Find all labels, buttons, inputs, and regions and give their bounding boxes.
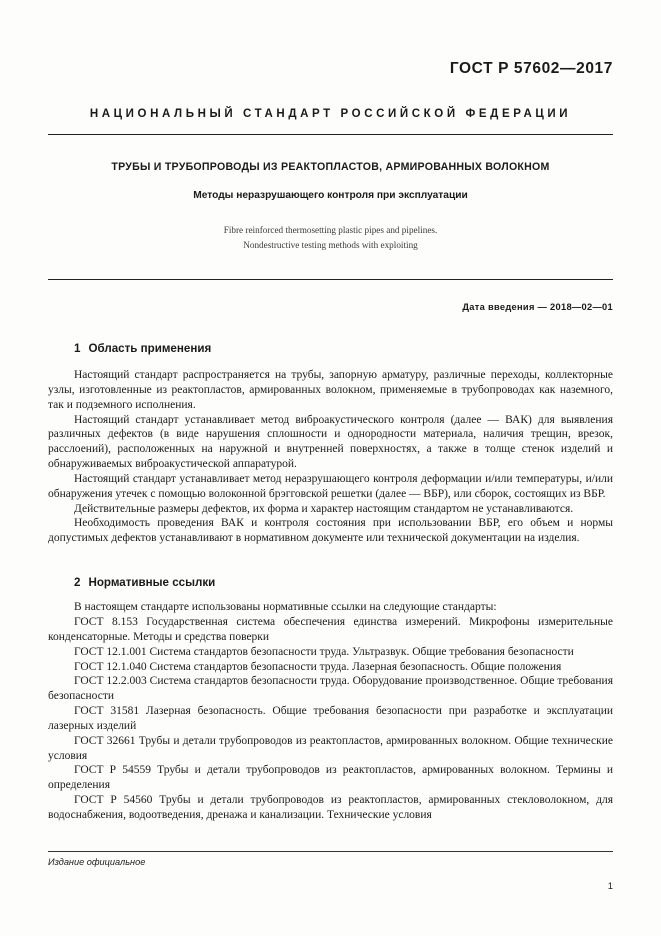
section-body-1 xyxy=(48,368,613,546)
title-english-line1: Fibre reinforced thermosetting plastic pipes and pipelines. xyxy=(223,225,438,235)
title-english-line2: Nondestructive testing methods with exploiting xyxy=(243,240,418,250)
paragraph: Настоящий стандарт устанавливает метод виброакустического контроля (далее — ВАК) для выявления различных дефектов (в виде нарушения сплошности и однородности материала, наличия трещин, врезок, расслоений), расположенных на наружной и внутренней поверхностях, а также в толще стенок изделий и обнаруживаемых виброакустической аппаратурой. xyxy=(48,413,613,471)
section-title-2: Нормативные ссылки xyxy=(88,576,216,590)
document-title-english xyxy=(48,223,613,253)
issuer-line: НАЦИОНАЛЬНЫЙ СТАНДАРТ РОССИЙСКОЙ ФЕДЕРАЦИИ xyxy=(89,108,572,120)
introduction-date: Дата введения — 2018—02—01 xyxy=(462,302,613,312)
section-body-2 xyxy=(48,600,613,823)
page-content xyxy=(48,0,613,823)
reference-item: ГОСТ 12.1.040 Система стандартов безопасности труда. Лазерная безопасность. Общие положения xyxy=(74,660,562,673)
section-number-2: 2 xyxy=(74,576,81,590)
footer-note: Издание официальное xyxy=(48,857,146,867)
section-heading-1 xyxy=(74,342,613,355)
reference-item: ГОСТ 12.2.003 Система стандартов безопасности труда. Оборудование производственное. Общие требования безопасности xyxy=(48,675,613,703)
reference-item: ГОСТ Р 54559 Трубы и детали трубопроводов из реактопластов, армированных волокном. Термины и определения xyxy=(48,764,613,792)
document-subtitle: Методы неразрушающего контроля при эксплуатации xyxy=(193,190,468,201)
paragraph: Настоящий стандарт распространяется на трубы, запорную арматуру, различные переходы, коллекторные узлы, изготовленные из реактопластов, армированных волокном, применяемые в трубопроводах как наземного, так и подземного исполнения. xyxy=(48,369,613,411)
section-heading-2 xyxy=(74,576,613,589)
standard-number: ГОСТ Р 57602—2017 xyxy=(449,60,613,77)
footer-divider xyxy=(48,851,613,852)
section-number-1: 1 xyxy=(74,342,81,355)
page-number: 1 xyxy=(607,881,613,892)
divider-bottom xyxy=(48,279,613,280)
reference-item: ГОСТ 31581 Лазерная безопасность. Общие требования безопасности при разработке и эксплуатации лазерных изделий xyxy=(48,705,613,732)
section-title-1: Область применения xyxy=(88,342,212,355)
reference-item: ГОСТ 12.1.001 Система стандартов безопасности труда. Ультразвук. Общие требования безопасности xyxy=(74,645,574,658)
references-lead: В настоящем стандарте использованы нормативные ссылки на следующие стандарты: xyxy=(74,601,497,614)
paragraph: Действительные размеры дефектов, их форма и характер настоящим стандартом не устанавливаются. xyxy=(74,502,574,515)
reference-item: ГОСТ 32661 Трубы и детали трубопроводов из реактопластов, армированных волокном. Общие технические условия xyxy=(48,734,613,762)
divider-top xyxy=(48,134,613,135)
reference-item: ГОСТ 8.153 Государственная система обеспечения единства измерений. Микрофоны измерительные конденсаторные. Методы и средства поверки xyxy=(48,615,613,643)
document-title: ТРУБЫ И ТРУБОПРОВОДЫ ИЗ РЕАКТОПЛАСТОВ, АРМИРОВАННЫХ ВОЛОКНОМ xyxy=(111,161,550,173)
reference-item: ГОСТ Р 54560 Трубы и детали трубопроводов из реактопластов, армированных стекловолокном, для водоснабжения, водоотведения, дренажа и канализации. Технические условия xyxy=(48,794,613,821)
paragraph: Настоящий стандарт устанавливает метод неразрушающего контроля деформации и/или температуры, и/или обнаружения утечек с помощью волоконной брэгговской решетки (далее — ВБР), или сборок, состоящих из ВБР. xyxy=(48,472,613,500)
paragraph: Необходимость проведения ВАК и контроля состояния при использовании ВБР, его объем и нормы допустимых дефектов устанавливают в нормативном документе или технической документации на изделия. xyxy=(48,517,613,545)
